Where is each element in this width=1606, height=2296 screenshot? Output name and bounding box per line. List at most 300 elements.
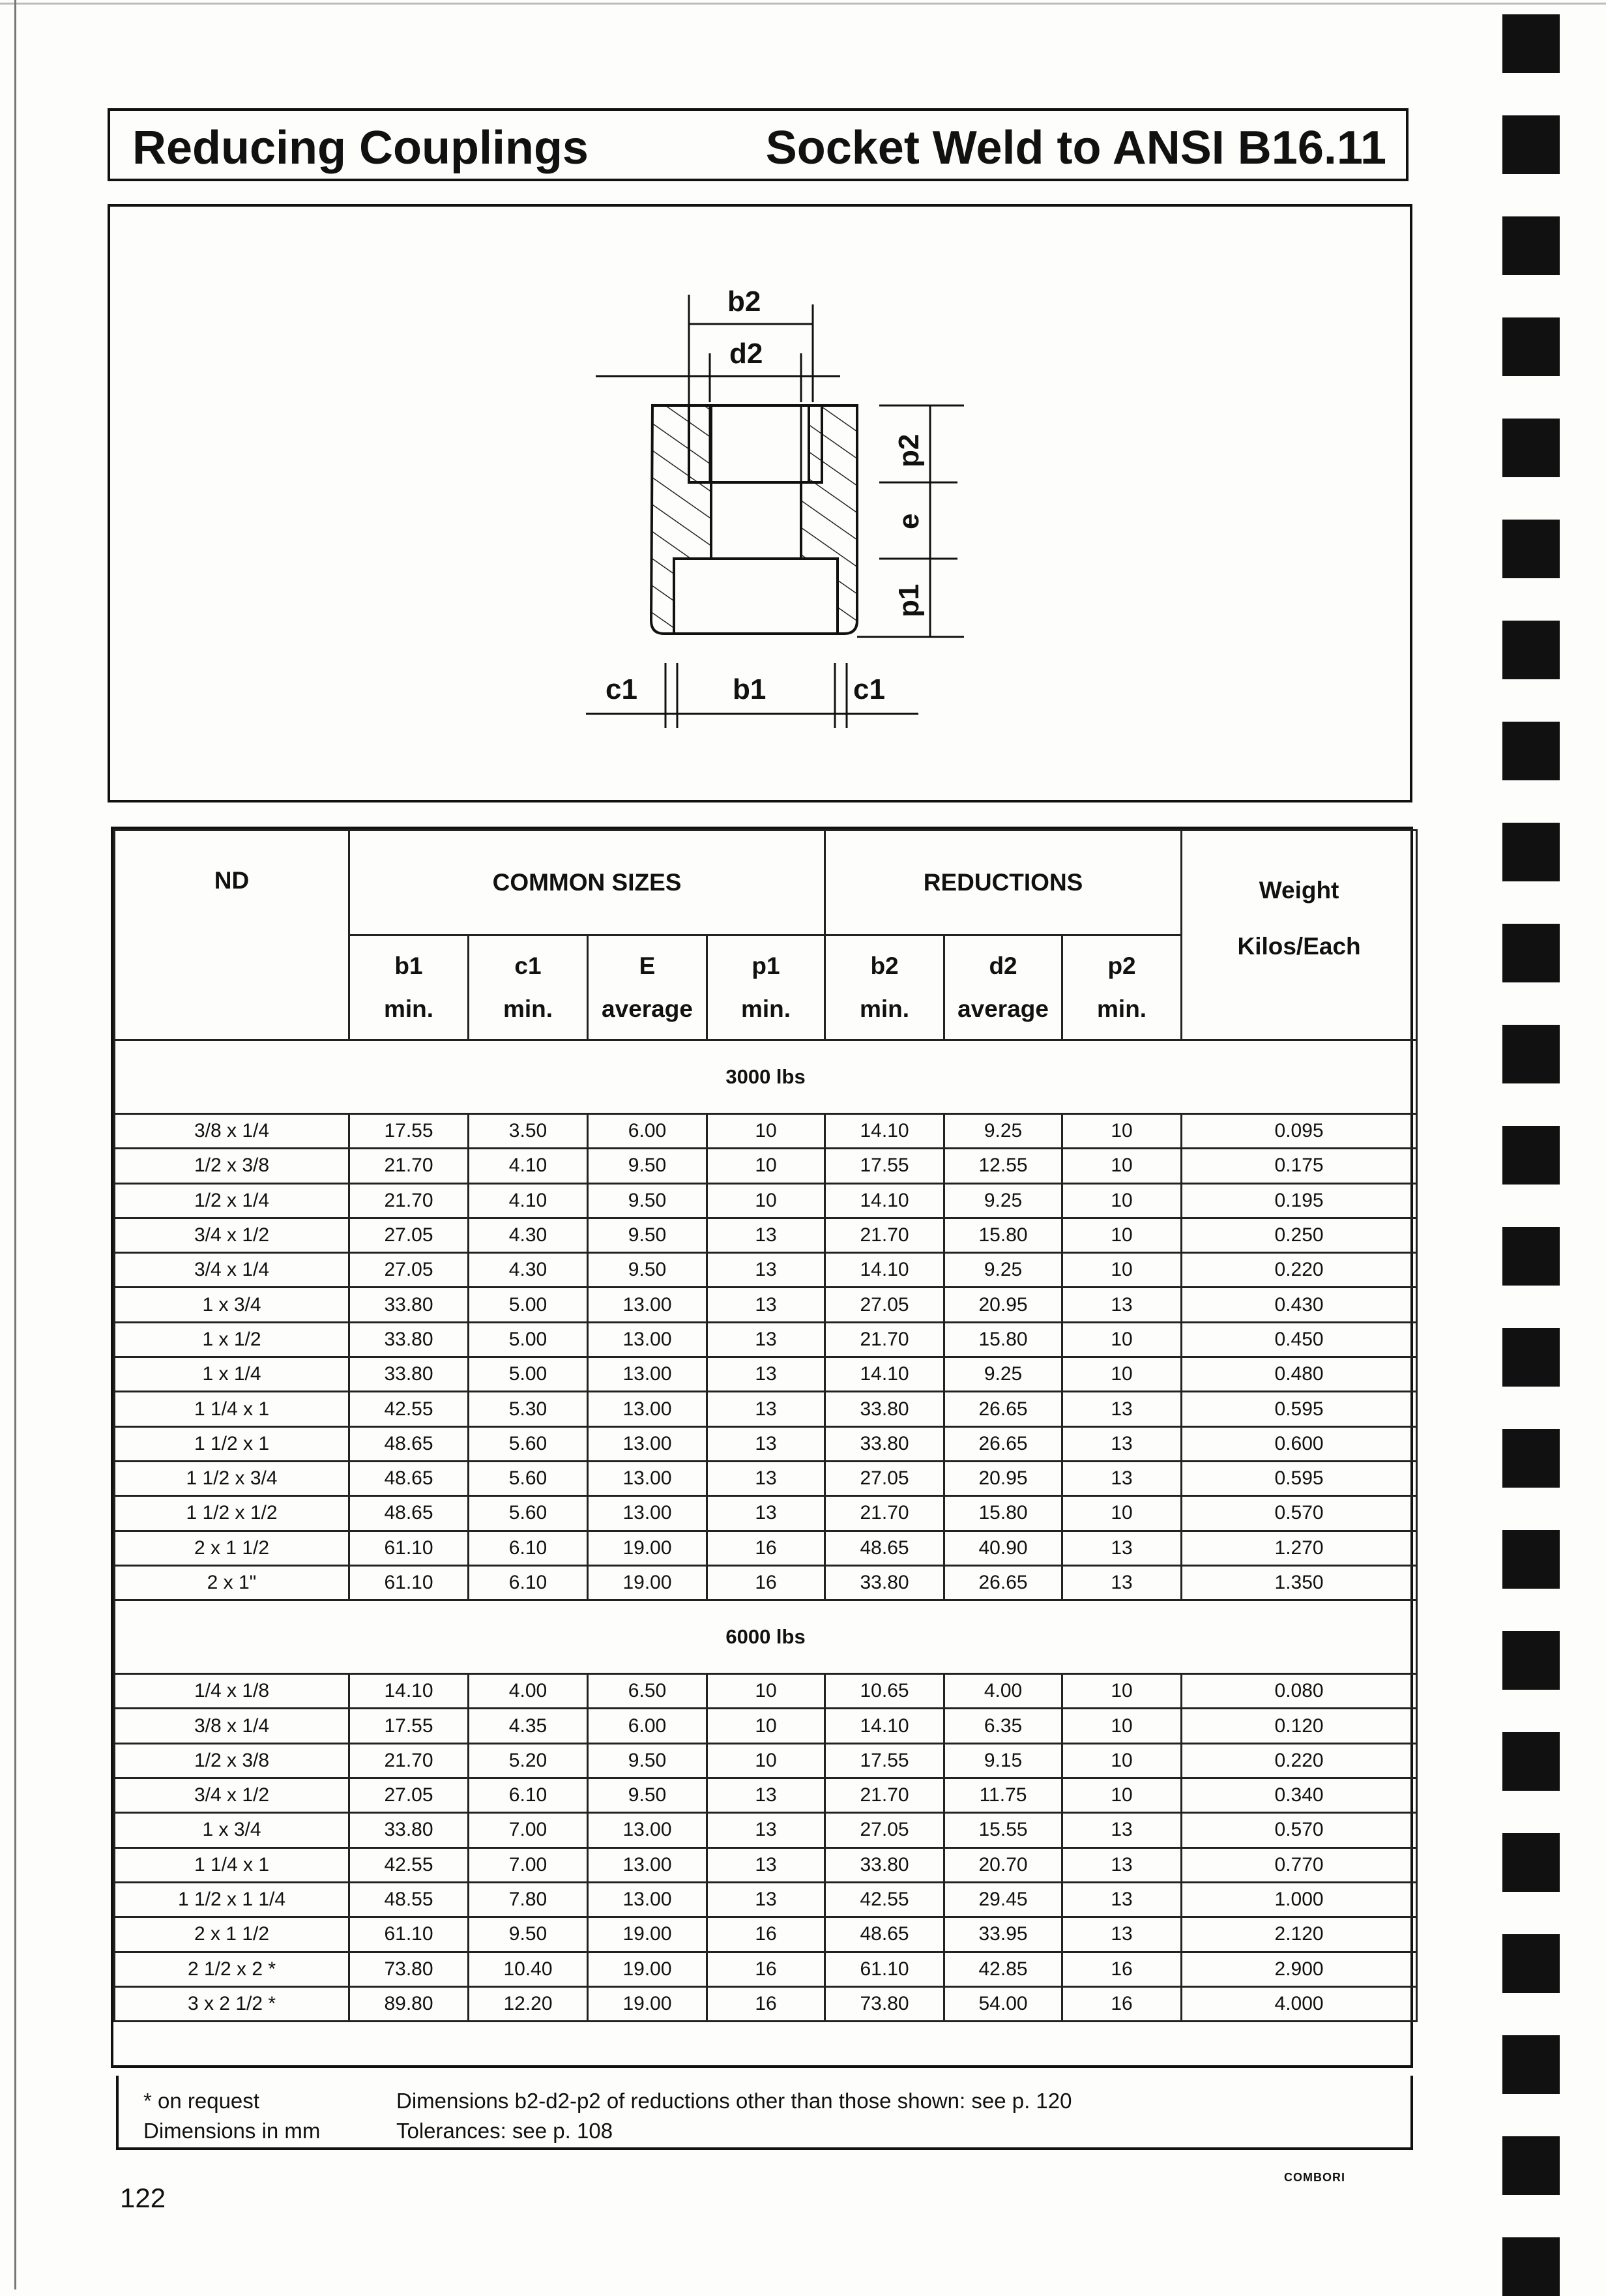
table-cell: 27.05 <box>349 1218 469 1252</box>
table-cell: 21.70 <box>825 1322 944 1357</box>
table-cell: 42.55 <box>349 1392 469 1426</box>
table-cell: 20.95 <box>944 1288 1062 1322</box>
table-cell: 13 <box>707 1288 825 1322</box>
table-cell: 12.20 <box>469 1986 588 2021</box>
note-reductions: Dimensions b2-d2-p2 of reductions other than those shown: see p. 120 <box>396 2089 1072 2113</box>
table-cell: 5.30 <box>469 1392 588 1426</box>
table-cell: 11.75 <box>944 1778 1062 1813</box>
table-cell: 27.05 <box>825 1813 944 1847</box>
section-row <box>115 1600 1417 1674</box>
table-cell: 10.40 <box>469 1952 588 1986</box>
table-cell: 0.595 <box>1182 1461 1417 1495</box>
lower-socket <box>674 559 838 634</box>
table-cell: 5.00 <box>469 1322 588 1357</box>
table-cell: 13 <box>1062 1392 1182 1426</box>
table-cell: 3/4 x 1/2 <box>115 1778 349 1813</box>
table-cell: 10 <box>707 1743 825 1778</box>
table-cell: 10 <box>1062 1496 1182 1531</box>
table-cell: 0.570 <box>1182 1813 1417 1847</box>
table-cell: 1 1/2 x 1/2 <box>115 1496 349 1531</box>
table-cell: 27.05 <box>825 1288 944 1322</box>
table-cell: 21.70 <box>349 1743 469 1778</box>
note-dims-mm: Dimensions in mm <box>143 2119 321 2143</box>
table-row <box>115 1813 1417 1847</box>
table-cell: 33.80 <box>349 1288 469 1322</box>
table-cell: 13 <box>1062 1426 1182 1461</box>
table-cell: 3 x 2 1/2 * <box>115 1986 349 2021</box>
table-cell: 1/4 x 1/8 <box>115 1674 349 1709</box>
section-row <box>115 1040 1417 1114</box>
table-cell: 10 <box>1062 1674 1182 1709</box>
notes-box <box>116 2076 1413 2150</box>
table-cell: 1 1/4 x 1 <box>115 1847 349 1882</box>
table-cell: 4.00 <box>469 1674 588 1709</box>
index-tab <box>1502 1328 1560 1387</box>
table-cell: 1.270 <box>1182 1531 1417 1565</box>
subheader-name: b2 <box>870 952 899 979</box>
index-tab <box>1502 216 1560 275</box>
table-cell: 6.50 <box>588 1674 707 1709</box>
index-tab <box>1502 1530 1560 1589</box>
table-cell: 13.00 <box>588 1882 707 1917</box>
header-weight-line1: Weight <box>1259 877 1339 904</box>
table-cell: 1 1/4 x 1 <box>115 1392 349 1426</box>
table-cell: 26.65 <box>944 1392 1062 1426</box>
table-cell: 21.70 <box>349 1183 469 1218</box>
table-cell: 9.50 <box>588 1149 707 1183</box>
header-common-sizes: COMMON SIZES <box>349 831 825 935</box>
table-cell: 9.50 <box>588 1183 707 1218</box>
section-label: 6000 lbs <box>115 1600 1417 1674</box>
table-cell: 73.80 <box>825 1986 944 2021</box>
table-cell: 15.80 <box>944 1218 1062 1252</box>
index-tab <box>1502 520 1560 578</box>
table-cell: 2 x 1 1/2 <box>115 1531 349 1565</box>
table-cell: 17.55 <box>349 1114 469 1149</box>
table-cell: 33.80 <box>825 1426 944 1461</box>
table-cell: 5.00 <box>469 1357 588 1392</box>
table-cell: 40.90 <box>944 1531 1062 1565</box>
table-row <box>115 1986 1417 2021</box>
title-right: Socket Weld to ANSI B16.11 <box>765 122 1386 174</box>
table-cell: 48.65 <box>825 1917 944 1952</box>
subheader-p1 <box>707 935 825 1040</box>
subheader-qualifier: min. <box>1097 995 1147 1022</box>
table-cell: 10.65 <box>825 1674 944 1709</box>
table-cell: 21.70 <box>825 1496 944 1531</box>
table-cell: 5.20 <box>469 1743 588 1778</box>
table-cell: 4.10 <box>469 1183 588 1218</box>
table-cell: 13.00 <box>588 1813 707 1847</box>
table-cell: 14.10 <box>825 1183 944 1218</box>
table-cell: 13 <box>707 1392 825 1426</box>
table-cell: 29.45 <box>944 1882 1062 1917</box>
table-cell: 19.00 <box>588 1531 707 1565</box>
subheader-b1 <box>349 935 469 1040</box>
table-cell: 13 <box>707 1218 825 1252</box>
table-cell: 0.770 <box>1182 1847 1417 1882</box>
table-row <box>115 1114 1417 1149</box>
table-cell: 27.05 <box>349 1778 469 1813</box>
table-cell: 42.85 <box>944 1952 1062 1986</box>
table-cell: 13.00 <box>588 1357 707 1392</box>
section-label: 3000 lbs <box>115 1040 1417 1114</box>
table-cell: 73.80 <box>349 1952 469 1986</box>
table-cell: 13 <box>1062 1288 1182 1322</box>
index-tab <box>1502 115 1560 174</box>
table-cell: 1 x 1/4 <box>115 1357 349 1392</box>
table-cell: 10 <box>1062 1183 1182 1218</box>
table-cell: 48.55 <box>349 1882 469 1917</box>
table-cell: 13 <box>1062 1813 1182 1847</box>
index-tab <box>1502 317 1560 376</box>
table-cell: 17.55 <box>825 1743 944 1778</box>
table-cell: 16 <box>707 1986 825 2021</box>
table-cell: 0.080 <box>1182 1674 1417 1709</box>
table-row <box>115 1392 1417 1426</box>
subheader-qualifier: min. <box>860 995 910 1022</box>
table-cell: 10 <box>707 1114 825 1149</box>
index-tab <box>1502 419 1560 477</box>
index-tab <box>1502 722 1560 780</box>
table-cell: 10 <box>707 1709 825 1743</box>
coupling-diagram <box>110 207 1415 805</box>
table-cell: 4.00 <box>944 1674 1062 1709</box>
header-reductions: REDUCTIONS <box>825 831 1182 935</box>
table-cell: 15.80 <box>944 1496 1062 1531</box>
table-cell: 0.095 <box>1182 1114 1417 1149</box>
table-cell: 13 <box>1062 1882 1182 1917</box>
table-cell: 12.55 <box>944 1149 1062 1183</box>
table-cell: 13 <box>707 1461 825 1495</box>
table-cell: 15.80 <box>944 1322 1062 1357</box>
table-cell: 1/2 x 3/8 <box>115 1149 349 1183</box>
table-cell: 48.65 <box>349 1461 469 1495</box>
table-cell: 14.10 <box>825 1709 944 1743</box>
table-cell: 21.70 <box>825 1218 944 1252</box>
table-cell: 13 <box>707 1882 825 1917</box>
index-tab <box>1502 1126 1560 1185</box>
table-cell: 10 <box>707 1183 825 1218</box>
table-cell: 10 <box>1062 1218 1182 1252</box>
table-cell: 0.175 <box>1182 1149 1417 1183</box>
table-cell: 2 x 1" <box>115 1565 349 1600</box>
table-cell: 61.10 <box>349 1917 469 1952</box>
table-cell: 5.60 <box>469 1426 588 1461</box>
table-cell: 5.00 <box>469 1288 588 1322</box>
table-cell: 61.10 <box>349 1565 469 1600</box>
subheader-name: p1 <box>752 952 780 979</box>
table-cell: 1 1/2 x 1 1/4 <box>115 1882 349 1917</box>
label-c1-right: c1 <box>853 673 885 705</box>
table-cell: 13 <box>1062 1847 1182 1882</box>
table-cell: 10 <box>1062 1149 1182 1183</box>
table-cell: 1.000 <box>1182 1882 1417 1917</box>
table-row <box>115 1917 1417 1952</box>
table-cell: 7.80 <box>469 1882 588 1917</box>
table-cell: 13.00 <box>588 1461 707 1495</box>
table-cell: 13.00 <box>588 1496 707 1531</box>
header-weight <box>1182 831 1417 1040</box>
header-nd: ND <box>115 831 349 1040</box>
table-cell: 5.60 <box>469 1496 588 1531</box>
index-tab <box>1502 1025 1560 1083</box>
table-cell: 13 <box>1062 1565 1182 1600</box>
dimension-table-wrap <box>111 827 1413 2068</box>
table-cell: 0.600 <box>1182 1426 1417 1461</box>
index-tab <box>1502 2136 1560 2195</box>
label-c1-left: c1 <box>606 673 637 705</box>
subheader-b2 <box>825 935 944 1040</box>
table-cell: 13 <box>1062 1461 1182 1495</box>
table-cell: 0.450 <box>1182 1322 1417 1357</box>
table-row <box>115 1709 1417 1743</box>
table-row <box>115 1461 1417 1495</box>
table-cell: 33.80 <box>825 1847 944 1882</box>
table-cell: 19.00 <box>588 1986 707 2021</box>
note-on-request: * on request <box>143 2089 259 2113</box>
table-cell: 13.00 <box>588 1847 707 1882</box>
label-e: e <box>893 513 925 529</box>
center-bore <box>711 482 801 559</box>
table-cell: 9.50 <box>588 1218 707 1252</box>
subheader-name: p2 <box>1107 952 1136 979</box>
table-cell: 20.70 <box>944 1847 1062 1882</box>
index-tab <box>1502 823 1560 881</box>
table-cell: 0.480 <box>1182 1357 1417 1392</box>
table-cell: 2 x 1 1/2 <box>115 1917 349 1952</box>
table-cell: 26.65 <box>944 1565 1062 1600</box>
table-cell: 6.35 <box>944 1709 1062 1743</box>
table-cell: 16 <box>1062 1952 1182 1986</box>
table-cell: 0.595 <box>1182 1392 1417 1426</box>
subheader-name: c1 <box>514 952 542 979</box>
table-cell: 16 <box>1062 1986 1182 2021</box>
label-d2: d2 <box>729 338 763 370</box>
top-rule <box>0 3 1606 5</box>
table-row <box>115 1882 1417 1917</box>
table-cell: 3/8 x 1/4 <box>115 1709 349 1743</box>
table-cell: 15.55 <box>944 1813 1062 1847</box>
table-cell: 10 <box>1062 1357 1182 1392</box>
table-cell: 0.220 <box>1182 1743 1417 1778</box>
table-cell: 16 <box>707 1952 825 1986</box>
table-cell: 13 <box>707 1847 825 1882</box>
table-row <box>115 1253 1417 1288</box>
publisher-logo: COMBORI <box>1284 2171 1345 2184</box>
table-cell: 9.15 <box>944 1743 1062 1778</box>
table-cell: 54.00 <box>944 1986 1062 2021</box>
table-row <box>115 1288 1417 1322</box>
table-cell: 6.10 <box>469 1531 588 1565</box>
table-cell: 48.65 <box>825 1531 944 1565</box>
table-cell: 1.350 <box>1182 1565 1417 1600</box>
index-tab <box>1502 2035 1560 2094</box>
subheader-e <box>588 935 707 1040</box>
table-cell: 16 <box>707 1531 825 1565</box>
table-row <box>115 1322 1417 1357</box>
table-cell: 19.00 <box>588 1917 707 1952</box>
table-cell: 1 1/2 x 3/4 <box>115 1461 349 1495</box>
table-cell: 2.900 <box>1182 1952 1417 1986</box>
table-cell: 33.80 <box>825 1565 944 1600</box>
table-cell: 48.65 <box>349 1496 469 1531</box>
table-cell: 14.10 <box>825 1357 944 1392</box>
table-cell: 17.55 <box>349 1709 469 1743</box>
table-row <box>115 1952 1417 1986</box>
table-cell: 10 <box>1062 1114 1182 1149</box>
table-cell: 10 <box>1062 1709 1182 1743</box>
table-cell: 20.95 <box>944 1461 1062 1495</box>
table-cell: 10 <box>1062 1322 1182 1357</box>
table-cell: 13 <box>707 1322 825 1357</box>
page-number: 122 <box>120 2183 166 2213</box>
table-cell: 1 x 1/2 <box>115 1322 349 1357</box>
subheader-qualifier: min. <box>383 995 434 1022</box>
table-cell: 19.00 <box>588 1565 707 1600</box>
table-cell: 0.220 <box>1182 1253 1417 1288</box>
table-cell: 26.65 <box>944 1426 1062 1461</box>
title-box <box>108 108 1409 181</box>
table-cell: 3/8 x 1/4 <box>115 1114 349 1149</box>
index-tab <box>1502 1429 1560 1488</box>
subheader-c1 <box>469 935 588 1040</box>
table-cell: 33.80 <box>349 1322 469 1357</box>
table-cell: 13.00 <box>588 1426 707 1461</box>
index-tab <box>1502 1631 1560 1690</box>
subheader-d2 <box>944 935 1062 1040</box>
table-cell: 10 <box>1062 1778 1182 1813</box>
table-cell: 10 <box>707 1149 825 1183</box>
index-tab <box>1502 14 1560 73</box>
table-cell: 48.65 <box>349 1426 469 1461</box>
table-row <box>115 1496 1417 1531</box>
table-cell: 13.00 <box>588 1322 707 1357</box>
table-cell: 9.25 <box>944 1357 1062 1392</box>
subheader-qualifier: min. <box>503 995 553 1022</box>
table-cell: 4.30 <box>469 1253 588 1288</box>
table-cell: 0.195 <box>1182 1183 1417 1218</box>
subheader-name: b1 <box>394 952 423 979</box>
subheader-name: d2 <box>989 952 1017 979</box>
table-cell: 33.80 <box>349 1813 469 1847</box>
table-cell: 1 x 3/4 <box>115 1813 349 1847</box>
table-cell: 9.50 <box>588 1253 707 1288</box>
subheader-name: E <box>639 952 656 979</box>
table-cell: 13.00 <box>588 1288 707 1322</box>
table-cell: 4.10 <box>469 1149 588 1183</box>
table-row <box>115 1357 1417 1392</box>
table-cell: 0.430 <box>1182 1288 1417 1322</box>
table-cell: 1 x 3/4 <box>115 1288 349 1322</box>
label-p1: p1 <box>893 583 925 617</box>
table-cell: 4.30 <box>469 1218 588 1252</box>
table-cell: 14.10 <box>349 1674 469 1709</box>
subheader-qualifier: average <box>602 995 693 1022</box>
table-cell: 10 <box>707 1674 825 1709</box>
table-cell: 9.25 <box>944 1253 1062 1288</box>
table-row <box>115 1565 1417 1600</box>
table-cell: 13 <box>707 1778 825 1813</box>
dimension-table <box>113 829 1418 2022</box>
table-row <box>115 1847 1417 1882</box>
table-cell: 13 <box>707 1813 825 1847</box>
page-edge <box>14 0 16 2289</box>
index-tab <box>1502 1934 1560 1993</box>
table-cell: 9.25 <box>944 1183 1062 1218</box>
note-tolerances: Tolerances: see p. 108 <box>396 2119 613 2143</box>
table-cell: 13 <box>707 1496 825 1531</box>
table-row <box>115 1183 1417 1218</box>
header-weight-line2: Kilos/Each <box>1237 933 1361 960</box>
table-cell: 13 <box>1062 1531 1182 1565</box>
table-cell: 6.10 <box>469 1778 588 1813</box>
table-cell: 13 <box>707 1426 825 1461</box>
table-row <box>115 1149 1417 1183</box>
table-cell: 0.120 <box>1182 1709 1417 1743</box>
table-cell: 61.10 <box>349 1531 469 1565</box>
table-cell: 1/2 x 1/4 <box>115 1183 349 1218</box>
table-cell: 6.00 <box>588 1114 707 1149</box>
table-cell: 2.120 <box>1182 1917 1417 1952</box>
table-cell: 42.55 <box>825 1882 944 1917</box>
title-left: Reducing Couplings <box>132 122 589 174</box>
table-cell: 2 1/2 x 2 * <box>115 1952 349 1986</box>
table-cell: 27.05 <box>825 1461 944 1495</box>
index-tab <box>1502 1227 1560 1286</box>
table-cell: 10 <box>1062 1743 1182 1778</box>
subheader-qualifier: min. <box>740 995 791 1022</box>
table-cell: 10 <box>1062 1253 1182 1288</box>
table-cell: 0.340 <box>1182 1778 1417 1813</box>
table-cell: 33.80 <box>825 1392 944 1426</box>
table-cell: 21.70 <box>349 1149 469 1183</box>
table-cell: 1 1/2 x 1 <box>115 1426 349 1461</box>
table-cell: 6.10 <box>469 1565 588 1600</box>
table-row <box>115 1218 1417 1252</box>
index-tab <box>1502 2237 1560 2296</box>
index-tabs <box>1502 0 1581 2289</box>
table-cell: 3/4 x 1/4 <box>115 1253 349 1288</box>
table-cell: 13 <box>1062 1917 1182 1952</box>
table-cell: 4.35 <box>469 1709 588 1743</box>
table-cell: 13 <box>707 1253 825 1288</box>
table-row <box>115 1674 1417 1709</box>
index-tab <box>1502 1732 1560 1791</box>
table-row <box>115 1426 1417 1461</box>
table-cell: 9.50 <box>588 1778 707 1813</box>
index-tab <box>1502 621 1560 679</box>
table-cell: 21.70 <box>825 1778 944 1813</box>
table-cell: 13 <box>707 1357 825 1392</box>
table-row <box>115 1778 1417 1813</box>
table-cell: 16 <box>707 1565 825 1600</box>
table-cell: 0.250 <box>1182 1218 1417 1252</box>
index-tab <box>1502 1833 1560 1892</box>
table-cell: 9.50 <box>588 1743 707 1778</box>
table-cell: 14.10 <box>825 1253 944 1288</box>
subheader-p2 <box>1062 935 1182 1040</box>
table-cell: 6.00 <box>588 1709 707 1743</box>
table-cell: 27.05 <box>349 1253 469 1288</box>
table-cell: 17.55 <box>825 1149 944 1183</box>
table-cell: 42.55 <box>349 1847 469 1882</box>
table-cell: 5.60 <box>469 1461 588 1495</box>
table-row <box>115 1531 1417 1565</box>
table-cell: 9.25 <box>944 1114 1062 1149</box>
label-b2: b2 <box>727 286 761 317</box>
table-cell: 9.50 <box>469 1917 588 1952</box>
